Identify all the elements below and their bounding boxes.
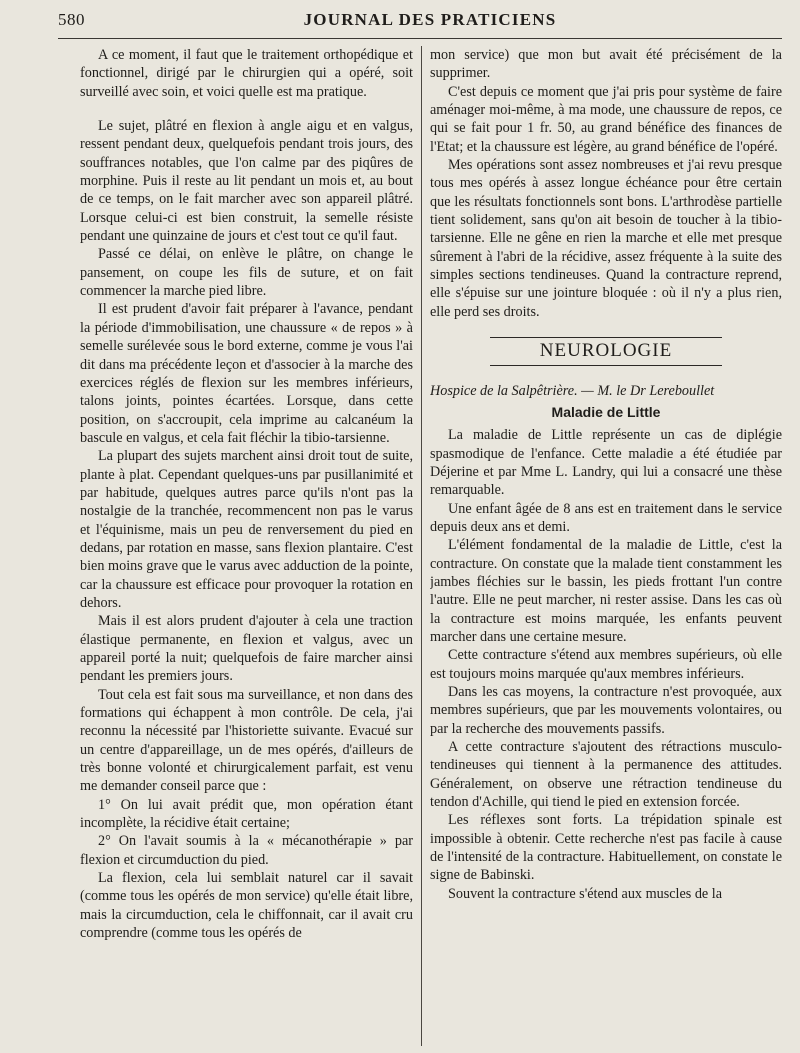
paragraph: Les réflexes sont forts. La trépidation spinale est impossible à obtenir. Cette recherche n'est pas facile à cause de l'intensité de la contracture. Habituellement, on constate le signe de Babinski.	[430, 812, 782, 884]
left-column	[80, 46, 413, 1046]
paragraph: Il est prudent d'avoir fait préparer à l'avance, pendant la période d'immobilisation, une chaussure « de repos » à semelle surélevée sous le bord externe, comme je vous l'ai dit dans ma précédente leçon et d'associer à la marche des exercices réglés de flexion sur les membres inférieurs, talons joints, pointes écartées. Lorsque, dans cette position, on s'accroupit, cela imprime au calcanéum la bascule en valgus, et cela fait fléchir la tibio-tarsienne.	[80, 301, 413, 446]
list-item: 1° On lui avait prédit que, mon opération étant incomplète, la récidive était certaine;	[80, 796, 413, 832]
column-divider	[421, 46, 422, 1046]
paragraph: A cette contracture s'ajoutent des rétractions musculo-tendineuses qui tiennent à la permanence des attitudes. Généralement, on observe une rétraction tendineuse du tendon d'Achille, qui tiend le pied en extension forcée.	[430, 739, 782, 811]
paragraph: L'élément fondamental de la maladie de Little, c'est la contracture. On constate que la malade tient constamment les jambes fléchies sur le bassin, les pieds frottant l'un contre l'autre. Elle ne peut marcher, ni rester assise. Dans les cas où la contracture est moins marquée, les enfants peuvent marcher dans une certaine mesure.	[430, 537, 782, 645]
page-number: 580	[58, 10, 85, 29]
paragraph: C'est depuis ce moment que j'ai pris pour système de faire aménager moi-même, à ma mode, une chaussure de repos, ce qui se fait pour 1 fr. 50, au grand bénéfice des finances de l'Etat; et la chaussure est légère, au grand bénéfice de l'opéré.	[430, 83, 782, 155]
paragraph: Mes opérations sont assez nombreuses et j'ai revu presque tous mes opérés à assez longue échéance pour être certain que les résultats fonctionnels sont bons. L'arthrodèse partielle tient solidement, sans qu'on ait besoin de toucher à la tibio-tarsienne. Elle ne gêne en rien la marche et elle met presque sûrement à l'abri de la récidive, assez fréquente à la suite des simples sections tendineuses. Quand la contracture reprend, elle s'épuise sur une jointure bloquée : où il n'y a plus rien, elle perd ses droits.	[430, 157, 782, 320]
paragraph: Une enfant âgée de 8 ans est en traitement dans le service depuis deux ans et demi.	[430, 500, 782, 535]
section-title: NEUROLOGIE	[490, 337, 722, 365]
journal-title: JOURNAL DES PRATICIENS	[303, 10, 557, 29]
paragraph: Tout cela est fait sous ma surveillance, et non dans des formations qui échappent à mon contrôle. De cela, j'ai reconnu la nécessité par l'historiette suivante. Evacué sur un centre d'appareillage, un de mes opérés, d'ailleurs de très bonne volonté et chirurgicalement parfait, est venu me demander conseil parce que :	[80, 686, 413, 795]
list-item: 2° On l'avait soumis à la « mécanothérapie » par flexion et circumduction du pied.	[80, 833, 413, 868]
paragraph: Dans les cas moyens, la contracture n'est provoquée, aux membres supérieurs, que par les mouvements volontaires, ou par la recherche des mouvements passifs.	[430, 684, 782, 737]
paragraph: Cette contracture s'étend aux membres supérieurs, où elle est toujours moins marquée qu'aux membres inférieurs.	[430, 647, 782, 682]
paragraph: Passé ce délai, on enlève le plâtre, on change le pansement, on coupe les fils de suture, et on fait commencer la marche pied libre.	[80, 246, 413, 300]
header-rule	[58, 38, 782, 39]
paragraph: Souvent la contracture s'étend aux muscles de la	[448, 885, 722, 902]
section-byline: Hospice de la Salpêtrière. — M. le Dr Lereboullet	[430, 382, 715, 399]
paragraph: La flexion, cela lui semblait naturel car il savait (comme tous les opérés de mon service) qu'elle était libre, mais la circumduction, cela le chiffonnait, car il avait cru comprendre (comme tous les opérés de	[80, 870, 413, 942]
paragraph: A ce moment, il faut que le traitement orthopédique et fonctionnel, dirigé par le chirurgien qui a opéré, soit surveillé avec soin, et voici quelle est ma pratique.	[80, 47, 413, 100]
paragraph: Mais il est alors prudent d'ajouter à cela une traction élastique permanente, en flexion et valgus, avec un appareil porté la nuit; quelquefois de faire marcher ainsi pendant les premiers jours.	[80, 613, 413, 685]
article-heading: Maladie de Little	[551, 403, 661, 420]
paragraph: La plupart des sujets marchent ainsi droit tout de suite, plante à plat. Cependant quelques-uns par pusillanimité et par habitude, quelques autres parce qu'ils n'ont pas la nostalgie de la tranchée, recommencent non pas le varus et l'équinisme, mais un peu de renversement du pied en dedans, par rotation en masse, sans flexion plantaire. C'est bien moins grave que le varus avec adduction de la pointe, car la chaussure est efficace pour provoquer la rotation en dehors.	[80, 448, 413, 611]
right-column	[430, 46, 782, 1046]
paragraph: mon service) que mon but avait été précisément de la supprimer.	[430, 47, 782, 82]
paragraph: Le sujet, plâtré en flexion à angle aigu et en valgus, ressent pendant deux, quelquefois pendant trois jours, des souffrances notables, que l'on calme par des piqûres de morphine. Puis il reste au lit pendant un mois et, au bout de ce temps, on le fait marcher avec son appareil plâtré. Lorsque celui-ci est bien construit, la semelle résiste pendant une quinzaine de jours et c'est tout ce qu'il faut.	[80, 118, 413, 245]
paragraph: La maladie de Little représente un cas de diplégie spasmodique de l'enfance. Cette maladie a été étudiée par Déjerine et par Mme L. Landry, qui lui a consacré une thèse remarquable.	[430, 427, 782, 499]
